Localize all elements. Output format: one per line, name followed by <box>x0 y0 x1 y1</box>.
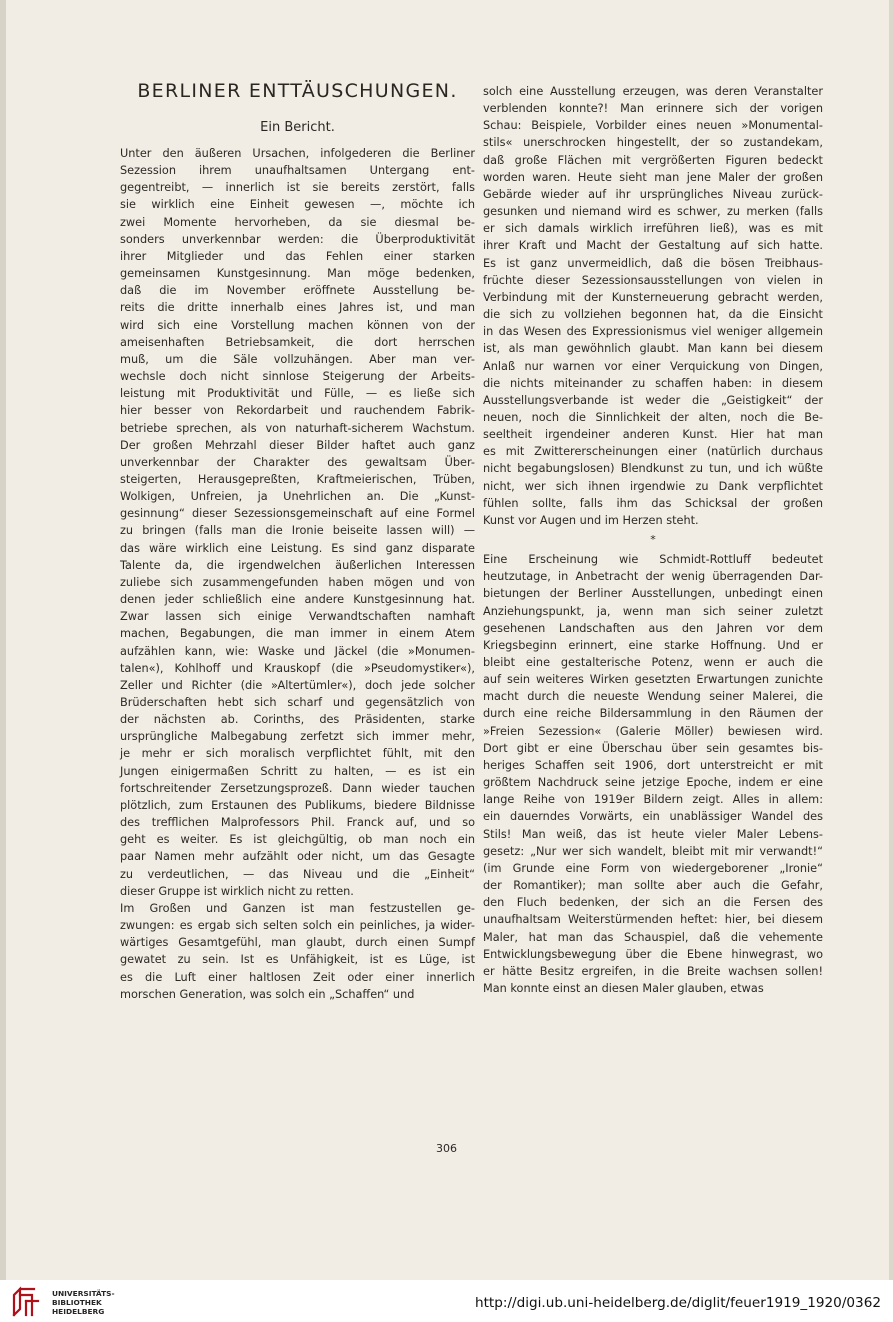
section-separator: * <box>650 533 656 547</box>
text-line: Im Großen und Ganzen ist man festzustellen ge- <box>120 901 475 915</box>
text-line: das wäre wirklich eine Leistung. Es sind ganz disparate <box>120 541 475 555</box>
text-line: solch eine Ausstellung erzeugen, was deren Veranstalter <box>483 85 823 98</box>
text-line: Der großen Mehrzahl dieser Bilder haftet auch ganz <box>120 438 475 452</box>
text-line: machen, Begabungen, die man immer in einem Atem <box>120 627 475 641</box>
library-logo-icon <box>8 1286 46 1318</box>
article-title: BERLINER ENTTÄUSCHUNGEN. <box>137 80 458 102</box>
text-line: daß große Flächen mit vergrößerten Figuren bedeckt <box>483 153 823 167</box>
text-line: Sezession ihrem unaufhaltsamen Untergang ent- <box>120 164 475 178</box>
text-line: wird sich eine Vorstellung machen können von der <box>120 318 475 332</box>
text-line: durch eine reiche Bildersammlung in den Räumen der <box>483 707 823 721</box>
text-line: geht es weiter. Es ist gleichgültig, ob man noch ein <box>120 833 475 847</box>
text-line: denen jeder schließlich eine andere Kunstgesinnung hat. <box>120 593 475 607</box>
text-line: Wolkigen, Unfreien, ja Unehrlichen an. Die „Kunst- <box>120 490 475 504</box>
text-line: (im Grunde eine Form von wiedergeborener „Ironie“ <box>483 861 823 875</box>
library-logo-text <box>52 1289 115 1316</box>
text-line: leistung mit Produktivität und Fülle, — es ließe sich <box>120 387 475 401</box>
text-line: betriebe sprechen, als von naturhaft-sicherem Wachstum. <box>120 421 475 435</box>
text-line: seeltheit irgendeiner anderen Kunst. Hier hat man <box>483 428 823 442</box>
text-line: unverkennbar der Charakter des gewaltsam Über- <box>120 455 475 469</box>
text-line: nicht, wer sich ihnen irgendwie zu Dank verpflichtet <box>483 479 823 493</box>
text-line: talen«), Kohlhoff und Krauskopf (die »Pseudomystiker«), <box>120 661 475 675</box>
text-line: zu verdeutlichen, — das Niveau und die „Einheit“ <box>120 867 475 881</box>
text-line: verblenden konnte?! Man erinnere sich der vorigen <box>483 102 823 116</box>
text-line: in das Wesen des Expressionismus viel weniger allgemein <box>483 325 823 339</box>
text-line: plötzlich, zum Erstaunen des Publikums, biedere Bildnisse <box>120 798 475 812</box>
logo-line: HEIDELBERG <box>52 1307 105 1316</box>
text-line: gewatet zu sein. Ist es Unfähigkeit, ist es Lüge, ist <box>120 953 475 967</box>
text-line: gegentreibt, — innerlich ist sie bereits zerstört, falls <box>120 181 475 195</box>
text-line: zu bringen (falls man die Ironie beiseite lassen will) — <box>120 524 475 538</box>
text-line: gesehenen Landschaften aus den Jahren vor dem <box>483 621 823 635</box>
article-subtitle: Ein Bericht. <box>260 120 335 135</box>
text-line: die nichts miteinander zu schaffen haben: in diesem <box>483 376 823 390</box>
text-line: wechsle doch nicht sinnlose Steigerung der Arbeits- <box>120 370 475 384</box>
text-line: früchte dieser Sezessionsausstellungen von vielen in <box>483 273 823 287</box>
text-line: es die Luft einer haltlosen Zeit oder einer innerlich <box>120 970 475 984</box>
text-line: fortschreitender Zersetzungsprozeß. Dann wieder tauchen <box>120 781 475 795</box>
text-line: »Freien Sezession« (Galerie Möller) bewiesen wird. <box>483 724 823 738</box>
text-line: bietungen der Berliner Ausstellungen, unbedingt einen <box>483 587 823 601</box>
text-line: ursprüngliche Malbegabung zerfetzt sich immer mehr, <box>120 730 475 744</box>
text-line: Kriegsbeginn erinnert, eine starke Hoffnung. Und er <box>483 638 823 652</box>
text-line: reits die dritte innerhalb eines Jahres ist, und man <box>120 301 475 315</box>
text-line: Schau: Beispiele, Vorbilder eines neuen »Monumental- <box>483 119 823 133</box>
text-line: der Romantiker); man sollte aber auch die Gefahr, <box>483 879 823 893</box>
text-line: Eine Erscheinung wie Schmidt-Rottluff bedeutet <box>483 553 823 567</box>
text-line: sonders unverkennbar werden: die Überproduktivität <box>120 232 475 246</box>
text-line: Entwicklungsbewegung über die Ebene hinwegrast, wo <box>483 947 823 961</box>
text-line: neuen, noch die Sinnlichkeit der alten, noch die Be- <box>483 410 823 424</box>
text-line: gesetz: „Nur wer sich wandelt, bleibt mit mir verwandt!“ <box>483 844 823 858</box>
text-line: Zwar lassen sich einige Verwandtschaften namhaft <box>120 610 475 624</box>
text-line: Maler, hat man das Schauspiel, daß die vehemente <box>483 930 823 944</box>
text-line: daß die im November eröffnete Ausstellung be- <box>120 284 475 298</box>
text-line: er sich damals wirklich irreführen ließ), was es mit <box>483 222 823 236</box>
text-line: Dort gibt er eine Überschau über sein gesamtes bis- <box>483 741 823 755</box>
text-line: paar Namen mehr aufzählt oder nicht, um das Gesagte <box>120 850 475 864</box>
text-line: Ausstellungsverbande ist weder die „Geistigkeit“ der <box>483 393 823 407</box>
text-line: Zeller und Richter (die »Altertümler«), doch jede solcher <box>120 678 475 692</box>
text-line: stils« unerschrocken hingestellt, der so zustandekam, <box>483 136 823 150</box>
logo-line: BIBLIOTHEK <box>52 1298 102 1307</box>
text-line: nicht begabungslosen) Blendkunst zu tun, und ich wüßte <box>483 462 823 476</box>
text-line: des trefflichen Malprofessors Phil. Franck auf, und so <box>120 816 475 830</box>
text-line: Anziehungspunkt, ja, wenn man sich seiner zuletzt <box>483 604 823 618</box>
text-line: muß, um die Säle vollzuhängen. Aber man ver- <box>120 352 475 366</box>
text-line: Anlaß nur warnen vor einer Verquickung von Dingen, <box>483 359 823 373</box>
text-line: fühlen sollte, falls ihm das Schicksal der großen <box>483 496 823 510</box>
library-logo[interactable] <box>8 1286 128 1318</box>
left-column <box>120 145 475 1003</box>
text-line: Unter den äußeren Ursachen, infolgederen die Berliner <box>120 147 475 160</box>
text-line: heutzutage, in Anbetracht der wenig überragenden Dar- <box>483 570 823 584</box>
text-line: wärtiges Gesamtgefühl, man glaubt, durch einen Sumpf <box>120 936 475 950</box>
text-line: zwungen: es ergab sich selten solch ein peinliches, ja wider- <box>120 919 475 933</box>
text-line: hier besser von Rekordarbeit und rauchendem Fabrik- <box>120 404 475 418</box>
text-line: unaufhaltsam Weiterstürmenden heftet: hier, bei diesem <box>483 913 823 927</box>
text-line: heriges Schaffen seit 1906, dort unterstreicht er mit <box>483 758 823 772</box>
text-line: Brüderschaften hebt sich scharf und gegensätzlich von <box>120 696 475 709</box>
text-line: gesinnung“ dieser Sezessionsgemeinschaft auf eine Formel <box>120 507 475 521</box>
text-line: er hätte Besitz ergreifen, in die Breite wachsen sollen! <box>483 964 823 978</box>
text-line: es mit Zwittererscheinungen einer (natürlich durchaus <box>483 445 823 459</box>
page-number: 306 <box>436 1142 457 1155</box>
permalink-url[interactable]: http://digi.ub.uni-heidelberg.de/diglit/feuer1919_1920/0362 <box>474 1295 881 1311</box>
text-line: Kunst vor Augen und im Herzen steht. <box>483 513 699 527</box>
text-line: morschen Generation, was solch ein „Schaffen“ und <box>120 987 415 1001</box>
text-line: auf sein weiteres Wirken gesetzten Erwartungen zunichte <box>483 673 823 687</box>
right-column-part1 <box>483 83 823 529</box>
text-line: bleibt eine gestalterische Potenz, wenn er auch die <box>483 656 823 669</box>
text-line: ein dauerndes Vorwärts, ein unablässiger Wandel des <box>483 810 823 824</box>
text-line: zwei Momente hervorheben, da sie diesmal be- <box>120 215 475 229</box>
right-column-part2 <box>483 551 823 997</box>
text-line: gemeinsamen Kunstgesinnung. Man möge bedenken, <box>120 267 475 281</box>
text-line: Talente da, die irgendwelchen äußerlichen Interessen <box>120 558 475 572</box>
text-line: ist, als man gewöhnlich glaubt. Man kann bei diesem <box>483 342 823 356</box>
logo-line: UNIVERSITÄTS- <box>52 1289 115 1298</box>
text-line: lange Reihe von 1919er Bildern zeigt. Alles in allem: <box>483 793 823 807</box>
text-line: ihrer Mitglieder und das Fehlen einer starken <box>120 249 475 263</box>
text-line: sie wirklich eine Einheit gewesen —, möchte ich <box>120 198 475 212</box>
text-line: dieser Gruppe ist wirklich nicht zu retten. <box>120 884 354 898</box>
text-line: den Fluch bedenken, der sich an die Fersen des <box>483 896 823 910</box>
right-column <box>483 83 823 997</box>
text-line: Es ist ganz unvermeidlich, daß die bösen Treibhaus- <box>483 256 823 270</box>
text-line: gesunken und niemand wird es schwer, zu merken (falls <box>483 205 823 219</box>
text-line: Stils! Man weiß, das ist heute vieler Maler Lebens- <box>483 827 823 841</box>
text-line: zuliebe sich zusammengefunden haben mögen und von <box>120 575 475 589</box>
text-line: aufzählen kann, wie: Waske und Jäckel (die »Monumen- <box>120 644 475 658</box>
text-line: Jungen einigermaßen Schritt zu halten, — es ist ein <box>120 764 475 778</box>
text-line: Man konnte einst an diesen Maler glauben, etwas <box>483 981 764 995</box>
text-line: die sich zu vollziehen begonnen hat, da die Einsicht <box>483 308 823 322</box>
text-line: macht durch die neueste Wendung seiner Malerei, die <box>483 690 823 704</box>
text-line: Verbindung mit der Kunsterneuerung gebracht werden, <box>483 290 823 304</box>
text-line: je mehr er sich moralisch verpflichtet fühlt, mit den <box>120 747 475 761</box>
text-line: Gebärde wieder auf ihr ursprüngliches Niveau zurück- <box>483 187 823 201</box>
text-line: ihrer Kraft und Macht der Gestaltung auf sich hatte. <box>483 239 823 253</box>
text-line: der nächsten ab. Corinths, des Präsidenten, starke <box>120 713 475 727</box>
text-line: worden waren. Heute sieht man jene Maler der großen <box>483 170 823 184</box>
text-line: steigerten, Herausgepreßten, Kraftmeierischen, Trüben, <box>120 472 475 486</box>
text-line: größtem Nachdruck seine jetzige Epoche, indem er eine <box>483 776 823 790</box>
text-line: ameisenhaften Betriebsamkeit, die dort herrschen <box>120 335 475 349</box>
